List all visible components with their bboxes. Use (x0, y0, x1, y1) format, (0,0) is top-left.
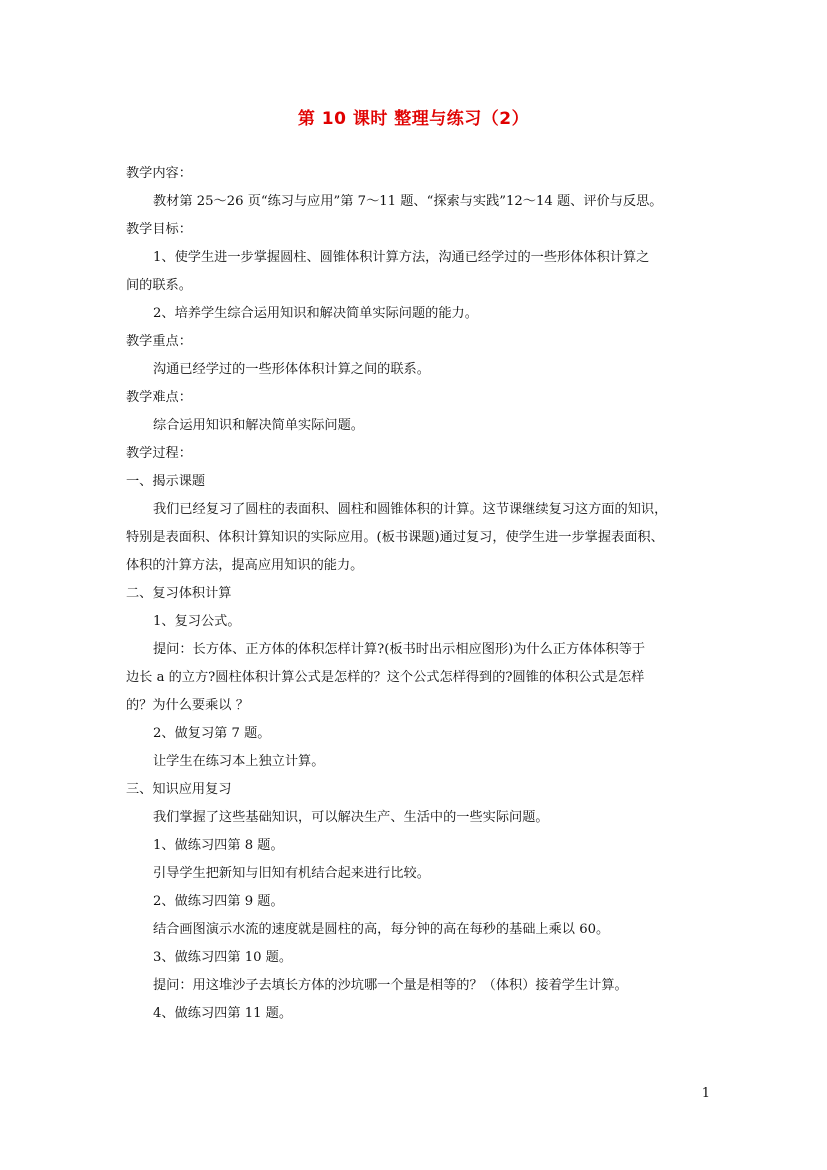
text-line: 体积的汁算方法，提高应用知识的能力。 (126, 558, 364, 573)
text-line: 我们已经复习了圆柱的表面积、圆柱和圆锥体积的计算。这节课继续复习这方面的知识， (153, 502, 668, 517)
text-line: 2、培养学生综合运用知识和解决简单实际问题的能力。 (153, 306, 478, 321)
text-line: 1、做练习四第 8 题。 (153, 838, 284, 853)
text-line: 综合运用知识和解决简单实际问题。 (153, 418, 364, 433)
text-line: 的？为什么要乘以 ？ (126, 698, 249, 713)
text-line: 教材第 25～26 页“练习与应用”第 7～11 题、“探索与实践”12～14 题、评价与反思。 (153, 194, 663, 209)
text-line: 我们掌握了这些基础知识，可以解决生产、生活中的一些实际问题。 (153, 810, 549, 825)
text-line: 4、做练习四第 11 题。 (153, 1006, 293, 1021)
text-line: 1、使学生进一步掌握圆柱、圆锥体积计算方法，沟通已经学过的一些形体体积计算之 (153, 250, 650, 265)
text-line: 提问：长方体、正方体的体积怎样计算?(板书时出示相应图形)为什么正方体体积等于 (153, 642, 646, 657)
text-line: 一、揭示课题 (126, 474, 206, 489)
text-line: 2、做练习四第 9 题。 (153, 894, 284, 909)
text-line: 3、做练习四第 10 题。 (153, 950, 293, 965)
text-line: 特别是表面积、体积计算知识的实际应用。(板书课题)通过复习，使学生进一步掌握表面积、 (126, 530, 664, 545)
text-line: 1、复习公式。 (153, 614, 241, 629)
text-line: 二、复习体积计算 (126, 586, 232, 601)
text-line: 结合画图演示水流的速度就是圆柱的高，每分钟的高在每秒的基础上乘以 60。 (153, 922, 610, 937)
text-line: 教学过程： (126, 446, 192, 461)
text-line: 边长 a 的立方?圆柱体积计算公式是怎样的？这个公式怎样得到的?圆锥的体积公式是怎样 (126, 670, 645, 685)
text-line: 引导学生把新知与旧知有机结合起来进行比较。 (153, 866, 430, 881)
text-line: 间的联系。 (126, 278, 192, 293)
text-line: 教学目标： (126, 222, 192, 237)
text-line: 2、做复习第 7 题。 (153, 726, 271, 741)
text-line: 提问：用这堆沙子去填长方体的沙坑哪一个量是相等的？（体积）接着学生计算。 (153, 978, 628, 993)
text-line: 三、知识应用复习 (126, 782, 232, 797)
document-body (126, 160, 716, 1028)
text-line: 教学内容： (126, 166, 192, 181)
document-title: 第 10 课时 整理与练习（2） (297, 109, 530, 129)
text-line: 让学生在练习本上独立计算。 (153, 754, 325, 769)
text-line: 教学难点： (126, 390, 192, 405)
text-line: 沟通已经学过的一些形体体积计算之间的联系。 (153, 362, 430, 377)
text-line: 教学重点： (126, 334, 192, 349)
page-number: 1 (701, 1086, 710, 1101)
